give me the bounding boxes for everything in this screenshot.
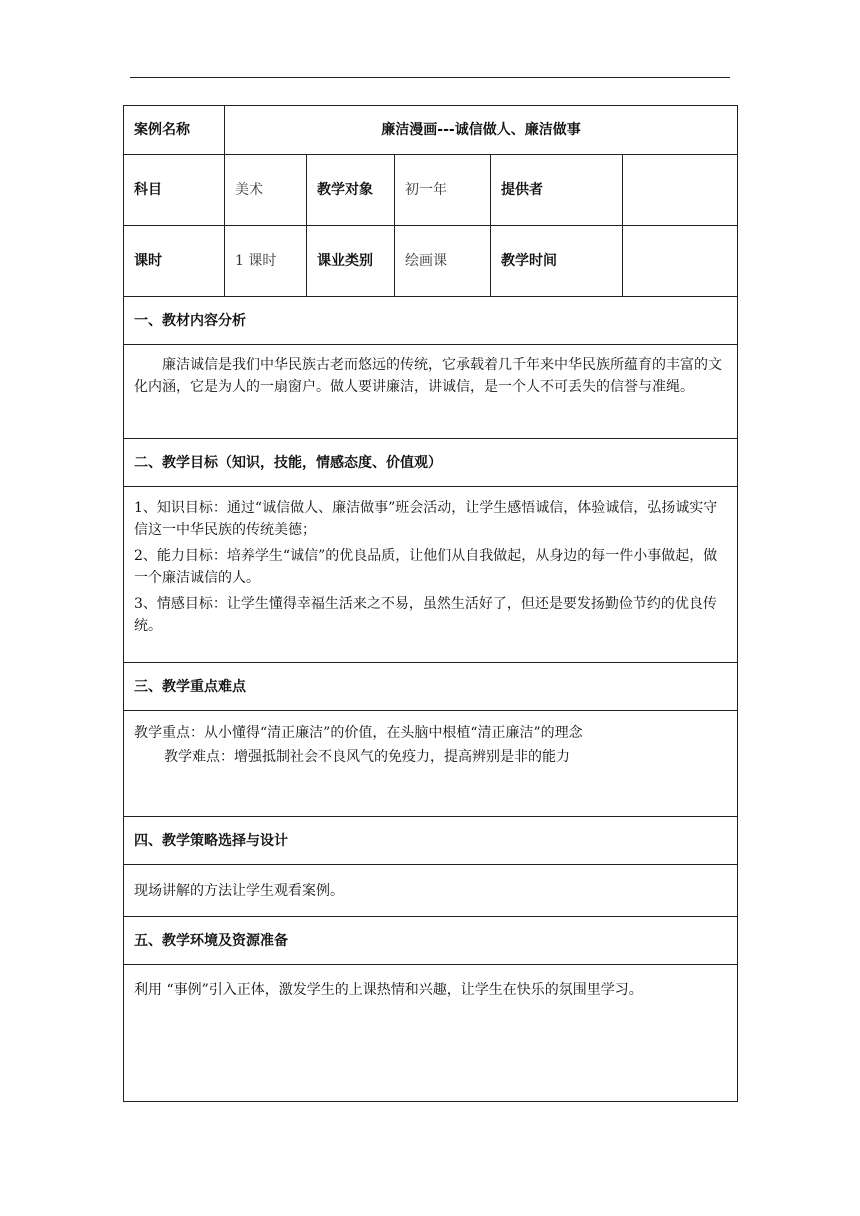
time-value: [623, 226, 738, 297]
lesson-plan-table: [123, 105, 738, 1102]
section-2-skill-goal: 2、能力目标：培养学生“诚信”的优良品质，让他们从自我做起，从身边的每一件小事做起，做一个廉洁诚信的人。: [134, 548, 718, 586]
time-label: 教学时间: [491, 226, 623, 297]
section-1-header: [124, 297, 738, 345]
provider-value: [623, 155, 738, 226]
section-3-body: [124, 711, 738, 817]
subject-label: 科目: [124, 155, 225, 226]
section-5-title: 五、教学环境及资源准备: [124, 917, 738, 965]
section-3-header: [124, 663, 738, 711]
section-5-body: [124, 965, 738, 1102]
section-2-title: 二、教学目标（知识，技能，情感态度、价值观）: [124, 439, 738, 487]
section-4-title: 四、教学策略选择与设计: [124, 817, 738, 865]
section-4-text: 现场讲解的方法让学生观看案例。: [134, 882, 344, 899]
section-2-body: [124, 487, 738, 663]
section-3-key-point: 教学重点：从小懂得“清正廉洁”的价值，在头脑中根植“清正廉洁”的理念: [134, 725, 583, 741]
section-5-text: 利用 “事例”引入正体，激发学生的上课热情和兴趣，让学生在快乐的氛围里学习。: [134, 982, 643, 998]
section-2-emotion-goal: 3、情感目标：让学生懂得幸福生活来之不易，虽然生活好了，但还是要发扬勤俭节约的优良传统。: [134, 596, 717, 634]
section-5-header: [124, 917, 738, 965]
hours-label: 课时: [124, 226, 225, 297]
section-1-body: [124, 345, 738, 439]
type-value: 绘画课: [395, 226, 491, 297]
subject-value: 美术: [225, 155, 307, 226]
section-4-body: [124, 865, 738, 917]
section-4-header: [124, 817, 738, 865]
section-1-title: 一、教材内容分析: [124, 297, 738, 345]
section-3-title: 三、教学重点难点: [124, 663, 738, 711]
case-name-row: [124, 106, 738, 155]
audience-label: 教学对象: [307, 155, 395, 226]
subject-row: [124, 155, 738, 226]
section-3-difficulty: 教学难点：增强抵制社会不良风气的免疫力，提高辨别是非的能力: [164, 749, 570, 765]
case-name-value: 廉洁漫画---诚信做人、廉洁做事: [225, 106, 738, 155]
audience-value: 初一年: [395, 155, 491, 226]
hours-value: 1 课时: [225, 226, 307, 297]
header-rule: [130, 77, 730, 78]
section-1-text: 廉洁诚信是我们中华民族古老而悠远的传统，它承载着几千年来中华民族所蕴育的丰富的文化内涵，它是为人的一扇窗户。做人要讲廉洁，讲诚信，是一个人不可丢失的信誉与准绳。: [134, 357, 722, 395]
case-name-label: 案例名称: [124, 106, 225, 155]
provider-label: 提供者: [491, 155, 623, 226]
section-2-header: [124, 439, 738, 487]
section-2-knowledge-goal: 1、知识目标：通过“诚信做人、廉洁做事”班会活动，让学生感悟诚信，体验诚信，弘扬诚实守信这一中华民族的传统美德；: [134, 500, 718, 538]
type-label: 课业类别: [307, 226, 395, 297]
hours-row: [124, 226, 738, 297]
